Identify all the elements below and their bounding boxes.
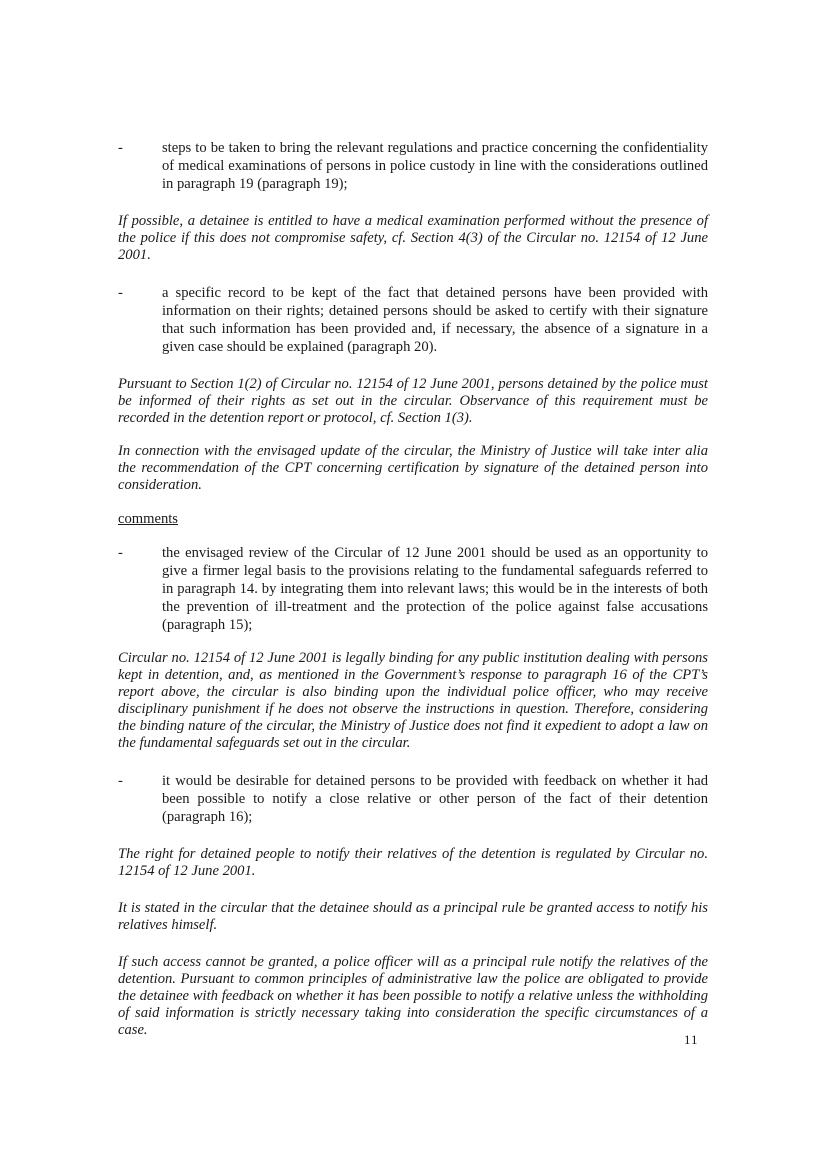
bullet-dash: - bbox=[118, 140, 123, 156]
bullet-dash: - bbox=[118, 545, 123, 561]
bullet-dash: - bbox=[118, 285, 123, 301]
government-response: Pursuant to Section 1(2) of Circular no. 12154 of 12 June 2001, persons detained by the police must be informed of their rights as set out in the circular. Observance of this requirement must be recorded in the detention report or protocol, cf. Section 1(3). bbox=[118, 376, 708, 426]
bullet-text: a specific record to be kept of the fact that detained persons have been provided with information on their rights; detained persons should be asked to certify with their signature that such information has been provided and, if necessary, the absence of a signature in a given case should be explained (paragraph 20). bbox=[162, 285, 708, 355]
government-response: The right for detained people to notify their relatives of the detention is regulated by Circular no. 12154 of 12 June 2001. bbox=[118, 846, 708, 879]
page-number: 11 bbox=[684, 1032, 699, 1047]
comment-bullet bbox=[118, 544, 708, 634]
recommendation-bullet bbox=[118, 139, 708, 193]
bullet-dash: - bbox=[118, 773, 123, 789]
section-heading-comments: comments bbox=[118, 511, 178, 527]
comment-bullet bbox=[118, 772, 708, 826]
government-response: It is stated in the circular that the detainee should as a principal rule be granted access to notify his relatives himself. bbox=[118, 900, 708, 933]
government-response: In connection with the envisaged update of the circular, the Ministry of Justice will take inter alia the recommendation of the CPT concerning certification by signature of the detained person into consideration. bbox=[118, 443, 708, 493]
government-response: If possible, a detainee is entitled to have a medical examination performed without the presence of the police if this does not compromise safety, cf. Section 4(3) of the Circular no. 12154 of 12 June 2001. bbox=[118, 213, 708, 263]
bullet-text: it would be desirable for detained persons to be provided with feedback on whether it had been possible to notify a close relative or other person of the fact of their detention (paragraph 16); bbox=[162, 773, 708, 825]
government-response: If such access cannot be granted, a police officer will as a principal rule notify the relatives of the detention. Pursuant to common principles of administrative law the police are obligated to provide the detainee with feedback on whether it has been possible to notify a relative unless the withholding of said information is strictly necessary taking into consideration the specific circumstances of a case. bbox=[118, 954, 708, 1038]
document-page bbox=[118, 139, 708, 1039]
government-response: Circular no. 12154 of 12 June 2001 is legally binding for any public institution dealing with persons kept in detention, and, as mentioned in the Government’s response to paragraph 16 of the CPT’s report above, the circular is also binding upon the individual police officer, who may receive disciplinary punishment if he does not observe the instructions in question. Therefore, considering the binding nature of the circular, the Ministry of Justice does not find it expedient to adopt a law on the fundamental safeguards set out in the circular. bbox=[118, 650, 708, 751]
recommendation-bullet bbox=[118, 284, 708, 356]
bullet-text: steps to be taken to bring the relevant regulations and practice concerning the confidentiality of medical examinations of persons in police custody in line with the considerations outlined in paragraph 19 (paragraph 19); bbox=[162, 140, 708, 192]
bullet-text: the envisaged review of the Circular of 12 June 2001 should be used as an opportunity to give a firmer legal basis to the provisions relating to the fundamental safeguards referred to in paragraph 14. by integrating them into relevant laws; this would be in the interests of both the prevention of ill-treatment and the protection of the police against false accusations (paragraph 15); bbox=[162, 545, 708, 633]
